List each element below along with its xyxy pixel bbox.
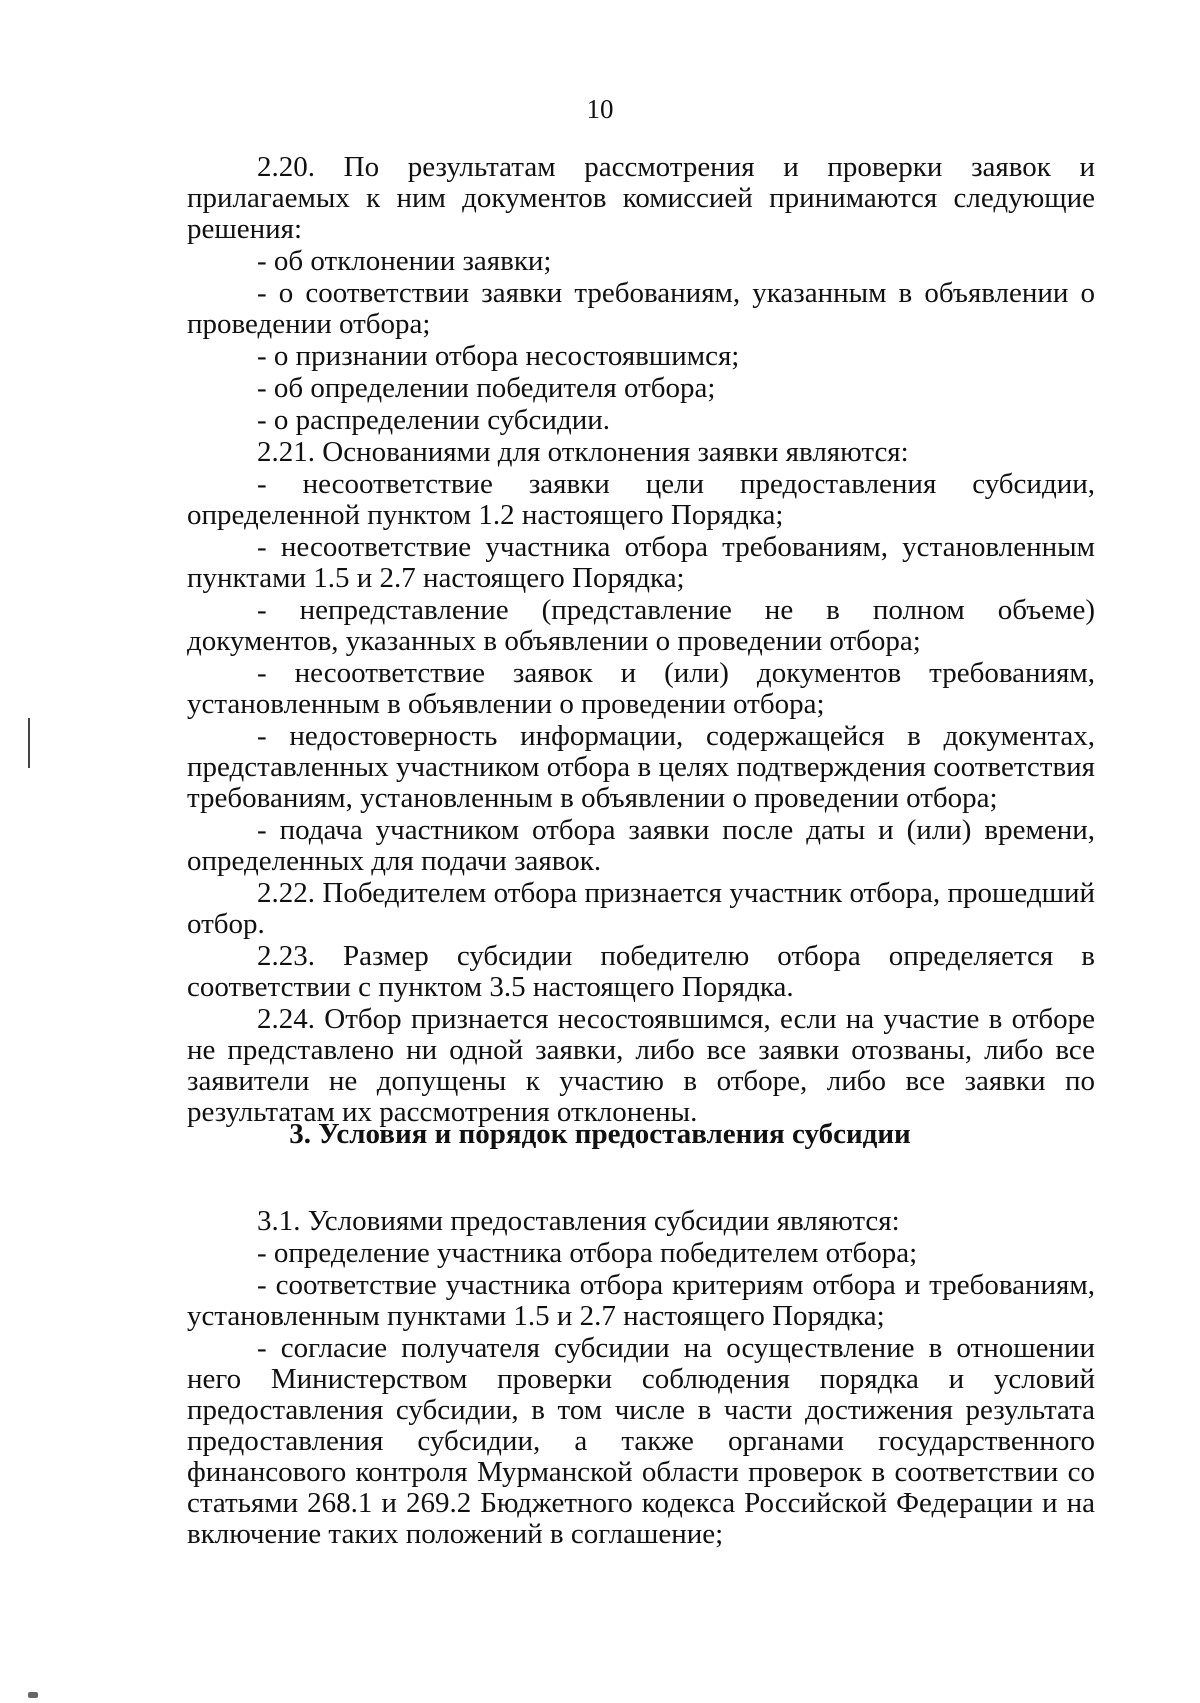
paragraph-3-1: 3.1. Условиями предоставления субсидии являются:: [257, 1205, 900, 1237]
list-item: - несоответствие заявок и (или) документов требованиям, установленным в объявлении о проведении отбора;: [187, 657, 1095, 720]
section-2-text: [187, 152, 1095, 1129]
section-3-heading: 3. Условия и порядок предоставления субсидии: [289, 1118, 911, 1150]
list-item: - о соответствии заявки требованиям, указанным в объявлении о проведении отбора;: [187, 277, 1095, 340]
list-item: - непредставление (представление не в полном объеме) документов, указанных в объявлении о проведении отбора;: [187, 594, 1095, 657]
paragraph-2-20: 2.20. По результатам рассмотрения и проверки заявок и прилагаемых к ним документов комиссией принимаются следующие решения:: [187, 151, 1095, 245]
scan-corner-mark: [28, 1692, 38, 1698]
list-item: - недостоверность информации, содержащейся в документах, представленных участником отбора в целях подтверждения соответствия требованиям, установленным в объявлении о проведении отбора;: [187, 720, 1095, 814]
section-3-text: [187, 1206, 1095, 1551]
paragraph-2-23: 2.23. Размер субсидии победителю отбора определяется в соответствии с пунктом 3.5 настоящего Порядка.: [187, 940, 1095, 1003]
list-item: - об определении победителя отбора;: [257, 372, 716, 404]
list-item: - соответствие участника отбора критериям отбора и требованиям, установленным пунктами 1.5 и 2.7 настоящего Порядка;: [187, 1269, 1095, 1332]
list-item: - подача участником отбора заявки после даты и (или) времени, определенных для подачи заявок.: [187, 814, 1095, 877]
scan-margin-mark: [28, 718, 30, 768]
list-item: - об отклонении заявки;: [257, 245, 552, 277]
list-item: - о признании отбора несостоявшимся;: [257, 340, 740, 372]
list-item: - о распределении субсидии.: [257, 404, 610, 436]
list-item: - согласие получателя субсидии на осуществление в отношении него Министерством проверки соблюдения порядка и условий предоставления субсидии, в том числе в части достижения результата предоставления субсидии, а также органами государственного финансового контроля Мурманской области проверок в соответствии со статьями 268.1 и 269.2 Бюджетного кодекса Российской Федерации и на включение таких положений в соглашение;: [187, 1332, 1095, 1550]
list-item: - несоответствие заявки цели предоставления субсидии, определенной пунктом 1.2 настоящего Порядка;: [187, 468, 1095, 531]
page-number: 10: [586, 94, 614, 124]
paragraph-2-22: 2.22. Победителем отбора признается участник отбора, прошедший отбор.: [187, 877, 1095, 940]
paragraph-2-24: 2.24. Отбор признается несостоявшимся, если на участие в отборе не представлено ни одной заявки, либо все заявки отозваны, либо все заявители не допущены к участию в отборе, либо все заявки по результатам их рассмотрения отклонены.: [187, 1003, 1095, 1128]
list-item: - несоответствие участника отбора требованиям, установленным пунктами 1.5 и 2.7 настоящего Порядка;: [187, 531, 1095, 594]
paragraph-2-21: 2.21. Основаниями для отклонения заявки являются:: [257, 436, 909, 468]
list-item: - определение участника отбора победителем отбора;: [257, 1237, 918, 1269]
